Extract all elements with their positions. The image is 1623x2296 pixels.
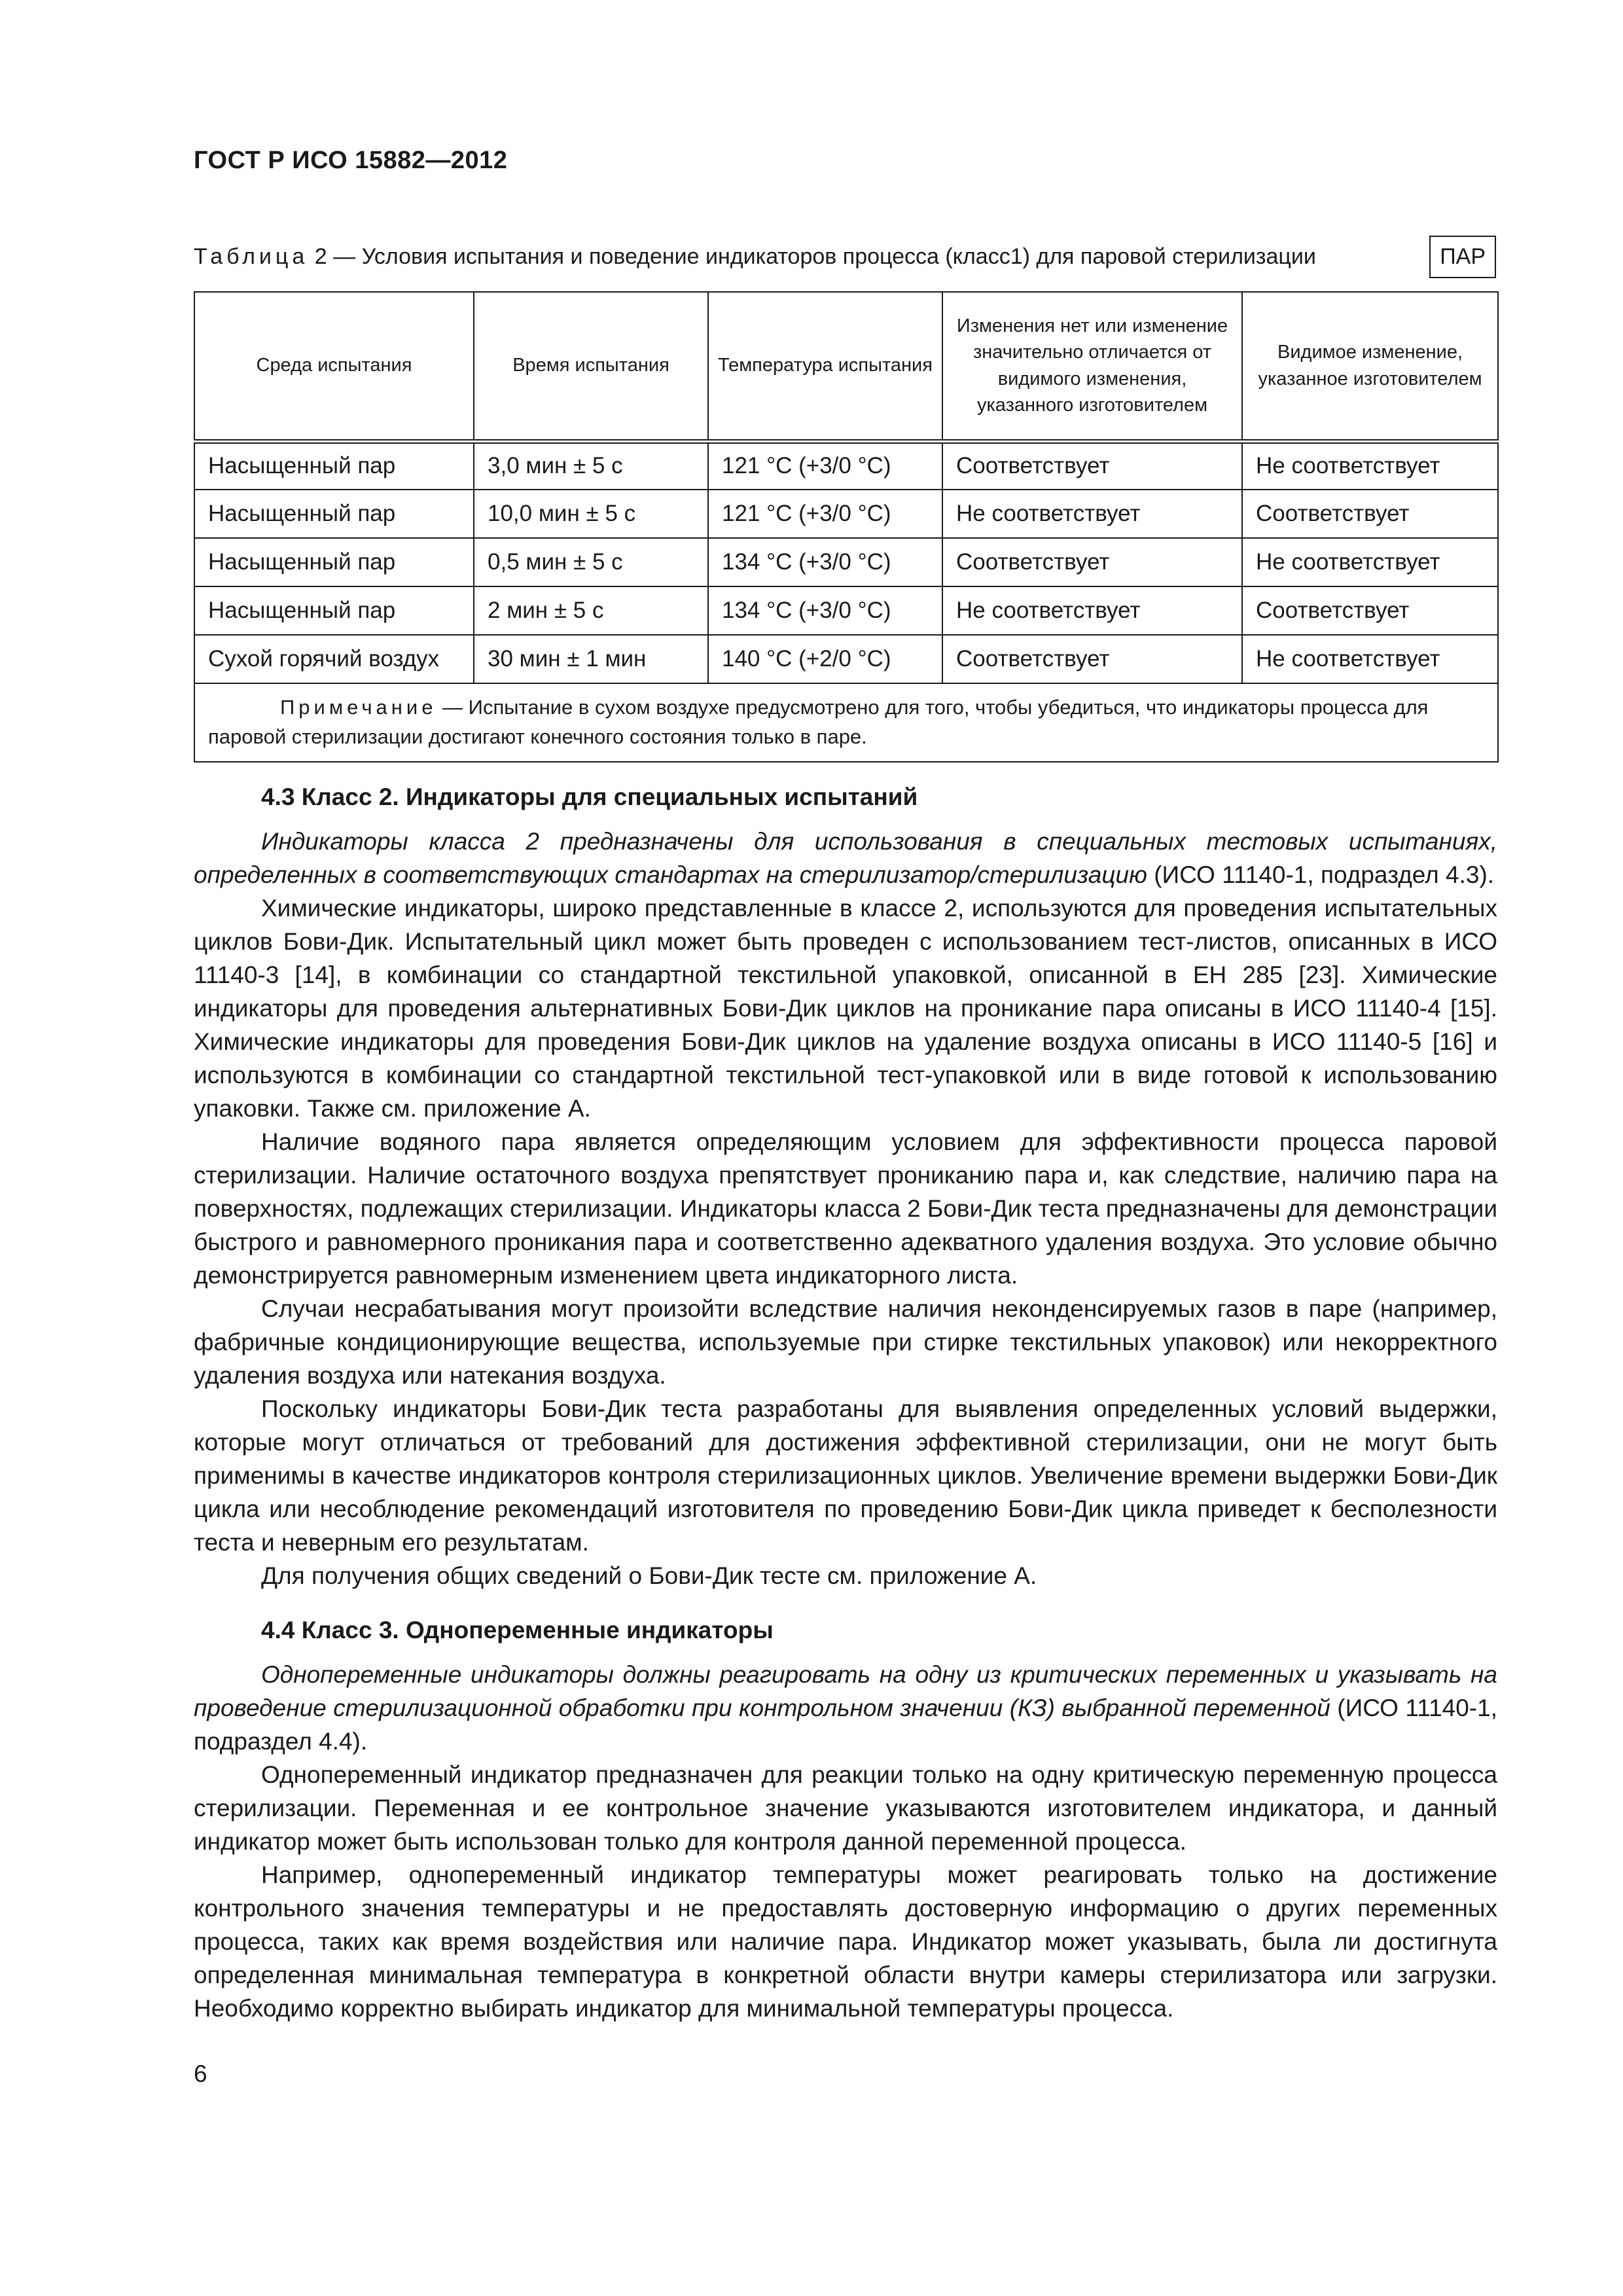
table-caption-lead: Таблица	[194, 243, 309, 269]
italic-quote: Индикаторы класса 2 предназначены для использования в специальных тестовых испытаниях, определенных в соответствующих стандартах на стерилизатор/стерилизацию	[194, 828, 1497, 888]
reference: (ИСО 11140-1, подраздел 4.4).	[194, 1695, 1497, 1755]
table-cell: Соответствует	[942, 441, 1242, 490]
paragraph: Наличие водяного пара является определяющим условием для эффективности процесса паровой стерилизации. Наличие остаточного воздуха препятствует прониканию пара и, как следствие, наличию пара на поверхностях, подлежащих стерилизации. Индикаторы класса 2 Бови-Дик теста предназначены для демонстрации быстрого и равномерного проникания пара и соответственно адекватного удаления воздуха. Это условие обычно демонстрируется равномерным изменением цвета индикаторного листа.	[194, 1128, 1497, 1289]
section-heading-4-4: 4.4 Класс 3. Однопеременные индикаторы	[261, 1617, 774, 1643]
body-text	[194, 780, 1497, 2025]
table-cell: 30 мин ± 1 мин	[474, 635, 708, 683]
table-cell: Соответствует	[1242, 586, 1498, 635]
italic-quote: Однопеременные индикаторы должны реагировать на одну из критических переменных и указывать на проведение стерилизационной обработки при контрольном значении (КЗ) выбранной переменной	[194, 1661, 1497, 1721]
table-row	[194, 490, 1498, 538]
paragraph: Поскольку индикаторы Бови-Дик теста разработаны для выявления определенных условий выдержки, которые могут отличаться от требований для достижения эффективной стерилизации, они не могут быть применимы в качестве индикаторов контроля стерилизационных циклов. Увеличение времени выдержки Бови-Дик цикла или несоблюдение рекомендаций изготовителя по проведению Бови-Дик цикла приведет к бесполезности теста и неверным его результатам.	[194, 1395, 1497, 1556]
table-cell: Насыщенный пар	[194, 441, 474, 490]
table-row	[194, 538, 1498, 586]
table-cell: 140 °С (+2/0 °С)	[708, 635, 942, 683]
table-cell: 121 °С (+3/0 °С)	[708, 441, 942, 490]
table-cell: Насыщенный пар	[194, 586, 474, 635]
section-heading-4-3: 4.3 Класс 2. Индикаторы для специальных испытаний	[261, 783, 918, 810]
table-cell: 0,5 мин ± 5 с	[474, 538, 708, 586]
reference: (ИСО 11140-1, подраздел 4.3).	[1147, 861, 1495, 888]
paragraph: Однопеременный индикатор предназначен для реакции только на одну критическую переменную процесса стерилизации. Переменная и ее контрольное значение указываются изготовителем индикатора, и данный индикатор может быть использован только для контроля данной переменной процесса.	[194, 1761, 1497, 1855]
table-cell: Насыщенный пар	[194, 490, 474, 538]
table-note	[194, 683, 1498, 762]
paragraph	[194, 825, 1497, 891]
table-cell: Соответствует	[1242, 490, 1498, 538]
table-note-lead: Примечание	[280, 696, 437, 719]
table-cell: Не соответствует	[942, 586, 1242, 635]
document-header: ГОСТ Р ИСО 15882—2012	[194, 147, 508, 174]
table-cell: 134 °С (+3/0 °С)	[708, 538, 942, 586]
table-cell: 10,0 мин ± 5 с	[474, 490, 708, 538]
conditions-table	[194, 291, 1499, 762]
table-cell: Сухой горячий воздух	[194, 635, 474, 683]
table-note-text: — Испытание в сухом воздухе предусмотрено для того, чтобы убедиться, что индикаторы процесса для паровой стерилизации достигают конечного состояния только в паре.	[208, 696, 1429, 748]
table-row	[194, 441, 1498, 490]
table-cell: 134 °С (+3/0 °С)	[708, 586, 942, 635]
table-cell: 3,0 мин ± 5 с	[474, 441, 708, 490]
table-cell: 2 мин ± 5 с	[474, 586, 708, 635]
table-tag-box: ПАР	[1429, 236, 1496, 278]
table-cell: 121 °С (+3/0 °С)	[708, 490, 942, 538]
table-row	[194, 635, 1498, 683]
table-note-row	[194, 683, 1498, 762]
table-cell: Насыщенный пар	[194, 538, 474, 586]
table-cell: Не соответствует	[942, 490, 1242, 538]
table-cell: Соответствует	[942, 538, 1242, 586]
column-header: Среда испытания	[194, 292, 474, 441]
column-header: Температура испытания	[708, 292, 942, 441]
column-header: Время испытания	[474, 292, 708, 441]
column-header: Видимое изменение, указанное изготовителем	[1242, 292, 1498, 441]
paragraph: Случаи несрабатывания могут произойти вследствие наличия неконденсируемых газов в паре (например, фабричные кондиционирующие вещества, используемые при стирке текстильных упаковок) или некорректного удаления воздуха или натекания воздуха.	[194, 1295, 1497, 1389]
table-caption-text: 2 — Условия испытания и поведение индикаторов процесса (класс1) для паровой стерилизации	[314, 243, 1316, 269]
paragraph	[194, 1658, 1497, 1758]
table-row	[194, 586, 1498, 635]
table-cell: Не соответствует	[1242, 441, 1498, 490]
table-cell: Соответствует	[942, 635, 1242, 683]
table-cell: Не соответствует	[1242, 635, 1498, 683]
table-caption	[194, 244, 1316, 270]
paragraph: Для получения общих сведений о Бови-Дик тесте см. приложение А.	[261, 1562, 1037, 1589]
paragraph: Например, однопеременный индикатор температуры может реагировать только на достижение контрольного значения температуры и не предоставлять достоверную информацию о других переменных процесса, таких как время воздействия или наличие пара. Индикатор может указывать, была ли достигнута определенная минимальная температура в конкретной области внутри камеры стерилизатора или загрузки. Необходимо корректно выбирать индикатор для минимальной температуры процесса.	[194, 1861, 1497, 2022]
table-header-row	[194, 292, 1498, 441]
page-number: 6	[194, 2060, 207, 2087]
column-header: Изменения нет или изменение значительно отличается от видимого изменения, указанного изготовителем	[942, 292, 1242, 441]
paragraph: Химические индикаторы, широко представленные в классе 2, используются для проведения испытательных циклов Бови-Дик. Испытательный цикл может быть проведен с использованием тест-листов, описанных в ИСО 11140-3 [14], в комбинации со стандартной текстильной упаковкой, описанной в ЕН 285 [23]. Химические индикаторы для проведения альтернативных Бови-Дик циклов на проникание пара описаны в ИСО 11140-4 [15]. Химические индикаторы для проведения Бови-Дик циклов на удаление воздуха описаны в ИСО 11140-5 [16] и используются в комбинации со стандартной текстильной тест-упаковкой или в виде готовой к использованию упаковки. Также см. приложение А.	[194, 895, 1497, 1122]
table-caption-row	[194, 236, 1496, 278]
table-cell: Не соответствует	[1242, 538, 1498, 586]
